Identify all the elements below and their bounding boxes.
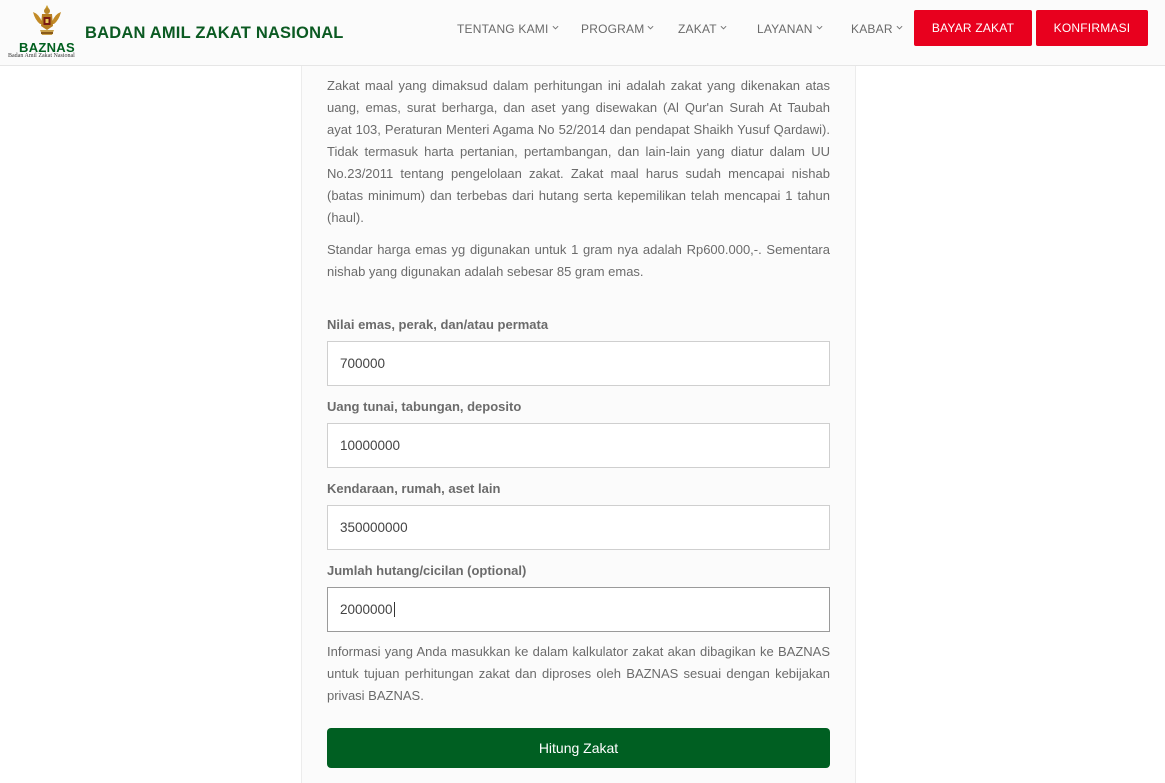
debt-value-input[interactable] <box>327 587 830 632</box>
nav-item-label: LAYANAN <box>757 22 813 36</box>
konfirmasi-button[interactable]: KONFIRMASI <box>1036 10 1148 46</box>
hitung-zakat-button[interactable]: Hitung Zakat <box>327 728 830 768</box>
gold-value-text: 700000 <box>340 356 386 371</box>
intro-paragraph: Zakat maal yang dimaksud dalam perhitungan ini adalah zakat yang dikenakan atas uang, emas, surat berharga, dan aset yang disewakan (Al Qur'an Surah At Taubah ayat 103, Peraturan Menteri Agama No 52/2014 dan pendapat Shaikh Yusuf Qardawi). Tidak termasuk harta pertanian, pertambangan, dan lain-lain yang diatur dalam UU No.23/2011 tentang pengelolaan zakat. Zakat maal harus sudah mencapai nishab (batas minimum) dan terbebas dari hutang serta kepemilikan telah mencapai 1 tahun (haul). <box>327 78 830 225</box>
assets-field-label: Kendaraan, rumah, aset lain <box>327 481 501 496</box>
site-header <box>0 0 1165 66</box>
nav-item-label: KABAR <box>851 22 893 36</box>
cash-value-input[interactable] <box>327 423 830 468</box>
nav-item-label: ZAKAT <box>678 22 717 36</box>
nav-item-label: PROGRAM <box>581 22 645 36</box>
nav-item-kabar[interactable] <box>851 22 903 36</box>
nav-item-zakat[interactable] <box>678 22 727 36</box>
nav-item-program[interactable] <box>581 22 654 36</box>
baznas-logo[interactable] <box>8 2 88 60</box>
bayar-zakat-button[interactable]: BAYAR ZAKAT <box>914 10 1032 46</box>
gold-value-input[interactable] <box>327 341 830 386</box>
cash-field-label: Uang tunai, tabungan, deposito <box>327 399 522 414</box>
garuda-emblem-icon <box>30 2 64 38</box>
cash-value-text: 10000000 <box>340 438 401 453</box>
privacy-note: Informasi yang Anda masukkan ke dalam kalkulator zakat akan dibagikan ke BAZNAS untuk tujuan perhitungan zakat dan diproses oleh BAZNAS sesuai dengan kebijakan privasi BAZNAS. <box>327 644 830 703</box>
chevron-down-icon <box>552 24 559 31</box>
text-caret <box>394 602 395 617</box>
gold-field-label: Nilai emas, perak, dan/atau permata <box>327 317 549 332</box>
nav-item-label: TENTANG KAMI <box>457 22 549 36</box>
chevron-down-icon <box>816 24 823 31</box>
chevron-down-icon <box>896 24 903 31</box>
chevron-down-icon <box>720 24 727 31</box>
debt-field-label: Jumlah hutang/cicilan (optional) <box>327 563 527 578</box>
chevron-down-icon <box>647 24 654 31</box>
logo-subtext: Badan Amil Zakat Nasional <box>8 53 75 59</box>
gold-standard-paragraph: Standar harga emas yg digunakan untuk 1 gram nya adalah Rp600.000,-. Sementara nishab yang digunakan adalah sebesar 85 gram emas. <box>327 242 830 279</box>
debt-value-text: 2000000 <box>340 602 393 617</box>
assets-value-input[interactable] <box>327 505 830 550</box>
nav-item-layanan[interactable] <box>757 22 823 36</box>
logo-text: BAZNAS <box>19 40 75 55</box>
assets-value-text: 350000000 <box>340 520 408 535</box>
brand-title[interactable]: BADAN AMIL ZAKAT NASIONAL <box>85 24 344 42</box>
nav-item-tentang-kami[interactable] <box>457 22 559 36</box>
